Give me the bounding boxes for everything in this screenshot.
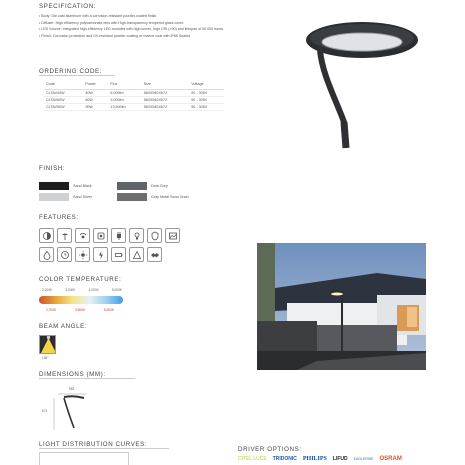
- cct-top-ticks: [42, 288, 122, 292]
- col-voltage: Voltage: [189, 80, 224, 89]
- spec-line: • LED Source: Integrated high-efficiency LED modules with high lumen, high CRI (>90) and lifespan of 50,000 hours.: [39, 27, 225, 32]
- cell: 90 - 305V: [189, 89, 224, 96]
- spec-line: • Body: Die-cast aluminum with a corrosion-resistant powder-coated finish.: [39, 14, 158, 18]
- cell: 583X540X672: [142, 89, 190, 96]
- swatch-label: Dark Grey: [151, 183, 168, 188]
- finish-swatch-gray-metal: [117, 188, 189, 206]
- plug-icon: [111, 228, 126, 243]
- cct-tick: 3,000K: [65, 288, 76, 292]
- clock-icon: [57, 247, 72, 262]
- finish-title: FINISH:: [39, 165, 66, 172]
- beam-icon: [129, 247, 144, 262]
- brand-logo-eaglerise: EAGLERISE: [353, 457, 374, 461]
- cell: 90 - 305V: [189, 96, 224, 103]
- led-icon: [93, 228, 108, 243]
- brand-logo-tridonic: TRIDONIC: [272, 456, 297, 462]
- swatch: [117, 193, 147, 201]
- sensor-icon: [75, 228, 90, 243]
- features-title: FEATURES:: [39, 214, 79, 221]
- spec-line: • Diffuser: High efficiency polycarbonate lens with High-transparency tempered glass cover.: [39, 20, 184, 25]
- cell: CLTAV40W: [44, 89, 83, 96]
- cell: 60W: [83, 96, 108, 103]
- dimension-height: 672: [42, 409, 48, 413]
- cell: 40W: [83, 89, 108, 96]
- dimensions-title: DIMENSIONS (MM):: [39, 371, 135, 379]
- swatch-label: Sand Silver: [73, 194, 92, 199]
- warranty-icon: [147, 228, 162, 243]
- table-row: [44, 89, 224, 96]
- cct-tick: 2,700K: [46, 308, 57, 312]
- cct-gradient-bar: [39, 296, 123, 304]
- light-icon: [129, 228, 144, 243]
- light-distribution-title: LIGHT DISTRIBUTION CURVES:: [39, 441, 169, 449]
- ordering-title: ORDERING CODE:: [39, 68, 115, 76]
- handshake-icon: [147, 247, 162, 262]
- driver-brands: [238, 456, 402, 462]
- specification-title: SPECIFICATION:: [39, 3, 97, 10]
- col-power: Power: [83, 80, 108, 89]
- beam-angle-value: 135°: [42, 356, 49, 360]
- driver-options-title: DRIVER OPTIONS:: [238, 446, 302, 453]
- cct-tick: 6,500K: [103, 308, 114, 312]
- features-grid: [39, 228, 181, 262]
- brand-logo-citelluce: CITEL LUCE: [238, 456, 267, 462]
- sun-icon: [75, 247, 90, 262]
- swatch-label: Sand Black: [73, 183, 92, 188]
- col-flux: Flux: [108, 80, 141, 89]
- light-distribution-chart: [39, 452, 129, 465]
- lamp-icon: [57, 228, 72, 243]
- cct-tick: 2,200K: [42, 288, 53, 292]
- swatch: [39, 193, 69, 201]
- cri-icon: [165, 228, 180, 243]
- product-luminaire-image: [282, 14, 422, 150]
- table-header-row: [44, 80, 224, 89]
- cell: 90W: [83, 103, 108, 110]
- dimension-width: 583: [69, 387, 75, 391]
- brand-logo-osram: OSRAM: [379, 456, 402, 462]
- cell: CLTAV90W: [44, 103, 83, 110]
- battery-icon: [111, 247, 126, 262]
- col-code: Code: [44, 80, 83, 89]
- cell: 90 - 305V: [189, 103, 224, 110]
- cell: 9,000lm: [108, 96, 141, 103]
- cell: 6,000lm: [108, 89, 141, 96]
- beam-angle-title: BEAM ANGLE:: [39, 323, 88, 330]
- brand-logo-lifud: LIFUD: [332, 456, 348, 462]
- table-row: [44, 103, 224, 110]
- cell: CLTAV60W: [44, 96, 83, 103]
- specification-list: [39, 13, 299, 39]
- table-row: [44, 96, 224, 103]
- brand-logo-philips: PHILIPS: [302, 456, 327, 462]
- cct-tick: 3,500K: [74, 308, 86, 312]
- finish-swatch-sand-silver: [39, 188, 92, 206]
- dimension-drawing: [52, 392, 92, 432]
- ordering-table: [44, 80, 224, 111]
- cell: 583X540X672: [142, 96, 190, 103]
- swatch-label: Gray Metal Sand Grain: [151, 194, 189, 199]
- power-icon: [93, 247, 108, 262]
- spec-line: • Finish: Corrosion protection and UV-resistant powder coating or marine coat with IP66 Sealed.: [39, 33, 192, 38]
- beam-angle-icon: [39, 335, 56, 354]
- color-temperature-title: COLOR TEMPERATURE:: [39, 276, 122, 283]
- cct-tick: 5,000K: [111, 288, 122, 292]
- cct-bottom-ticks: [46, 308, 114, 312]
- cell: 583X540X672: [142, 103, 190, 110]
- installation-photo: [257, 243, 426, 370]
- ip66-icon: [39, 247, 54, 262]
- cct-tick: 4,000K: [88, 288, 99, 292]
- col-size: Size: [142, 80, 190, 89]
- dimmable-icon: [39, 228, 54, 243]
- cell: 13,500lm: [108, 103, 141, 110]
